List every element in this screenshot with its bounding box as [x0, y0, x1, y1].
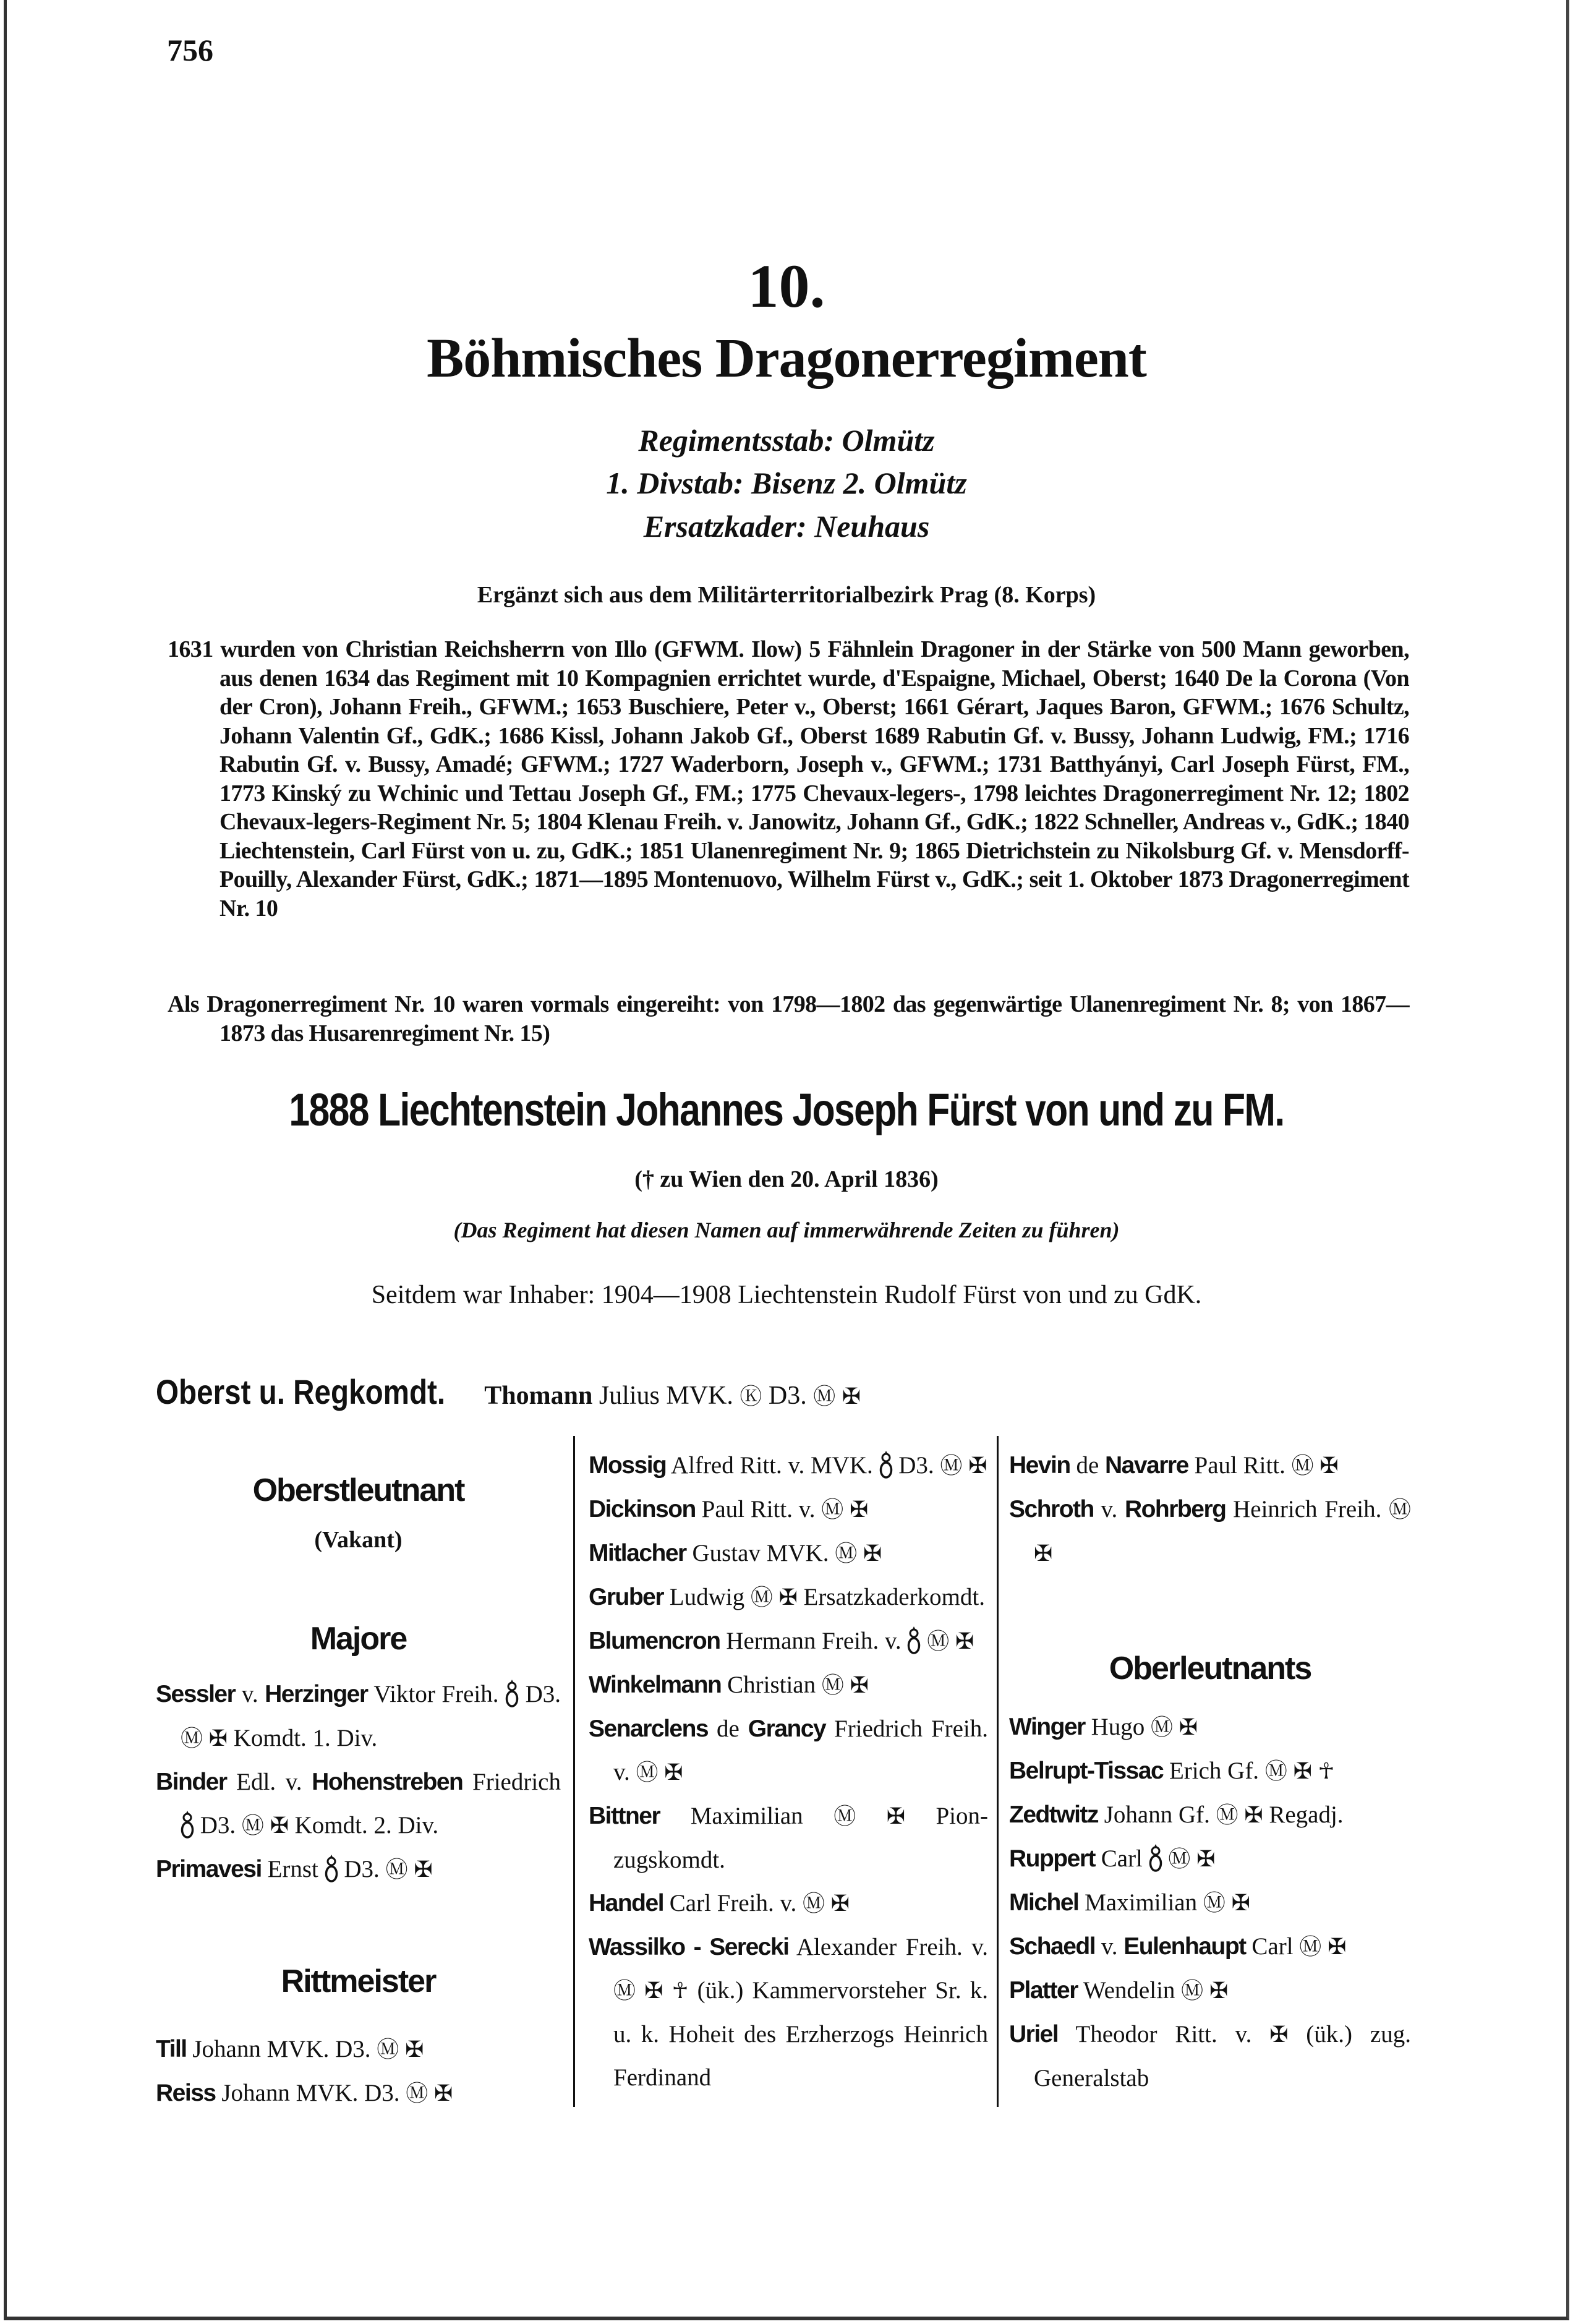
rank-heading: Oberstleutnant — [252, 1472, 464, 1508]
officer-entry — [589, 1882, 988, 1926]
officer-surname: Herzinger — [265, 1681, 368, 1707]
jubilee-medal-icon — [907, 1620, 921, 1664]
officer-surname: Belrupt-Tissac — [1009, 1758, 1164, 1784]
military-service-cross-icon: ✠ — [1328, 1934, 1347, 1960]
entry-text — [1203, 1977, 1209, 2004]
military-service-cross-icon: ✠ — [1269, 2022, 1289, 2048]
officer-surname: Dickinson — [589, 1496, 696, 1523]
military-service-cross-icon: ✠ — [886, 1804, 905, 1829]
rank-heading: Majore — [310, 1621, 407, 1657]
entry-text: Paul Ritt. — [1188, 1452, 1292, 1479]
officer-surname: Navarre — [1105, 1452, 1188, 1479]
entry-text: Ernst — [261, 1856, 325, 1882]
entry-text — [203, 1725, 209, 1751]
entry-text: Hugo — [1085, 1714, 1151, 1740]
entry-text — [825, 1890, 831, 1916]
military-merit-medal-icon: Ⓜ — [406, 2081, 428, 2106]
former-owner-note: Seitdem war Inhaber: 1904—1908 Liechtenstein Rudolf Fürst von und zu GdK. — [371, 1281, 1202, 1309]
officer-entry — [589, 1664, 988, 1707]
entry-text: D3. — [892, 1452, 940, 1479]
entry-text: v. — [1095, 1933, 1124, 1960]
officer-surname: Schroth — [1009, 1496, 1094, 1523]
officer-surname: Eulenhaupt — [1123, 1933, 1246, 1960]
military-service-cross-icon: ✠ — [1231, 1890, 1250, 1916]
military-merit-medal-icon: Ⓜ — [1264, 1759, 1287, 1784]
military-service-cross-icon: ✠ — [863, 1541, 882, 1566]
page-number: 756 — [167, 33, 213, 67]
entry-text — [408, 1856, 414, 1882]
officer-surname: Handel — [589, 1890, 664, 1916]
officer-surname: Hevin — [1009, 1452, 1070, 1479]
entry-text — [949, 1628, 955, 1654]
military-merit-medal-icon: Ⓜ — [750, 1585, 773, 1610]
entry-text: Paul Ritt. v. — [695, 1496, 822, 1523]
military-service-cross-icon: ✠ — [1179, 1715, 1198, 1740]
entry-text: (ük.) zug. Generalstab — [1034, 2021, 1411, 2091]
entry-text — [844, 1672, 850, 1698]
military-service-cross-icon: ✠ — [1244, 1803, 1263, 1828]
rank-heading: Oberleutnants — [1109, 1651, 1311, 1686]
entry-text: Gustav MVK. — [686, 1540, 835, 1566]
chamberlain-key-icon: ☥ — [671, 1978, 689, 2004]
entry-text: D3. — [762, 1382, 814, 1410]
entry-text: Johann Gf. — [1098, 1801, 1216, 1828]
war-decoration-icon: Ⓚ — [740, 1384, 762, 1409]
military-service-cross-icon: ✠ — [405, 2037, 424, 2062]
entry-text: v. — [235, 1681, 265, 1707]
commander-line — [156, 1372, 861, 1412]
officer-surname: Wassilko - Serecki — [589, 1934, 789, 1960]
military-merit-medal-icon: Ⓜ — [241, 1813, 264, 1839]
entry-text: Johann MVK. D3. — [186, 2036, 377, 2062]
military-merit-medal-icon: Ⓜ — [1203, 1890, 1226, 1916]
military-service-cross-icon: ✠ — [414, 1857, 433, 1882]
entry-text — [663, 1977, 671, 2004]
entry-text: Maximilian — [660, 1803, 834, 1829]
regimentsstab: Regimentsstab: Olmütz — [638, 423, 935, 458]
officer-entry — [1009, 1969, 1411, 2013]
entry-text: Carl Freih. v. — [663, 1890, 803, 1916]
entry-text: Friedrich Freih. v. — [613, 1715, 988, 1785]
entry-text: Friedrich — [463, 1769, 561, 1795]
officer-column-2 — [589, 1444, 988, 2100]
officer-entry — [589, 1620, 988, 1664]
officer-entry — [589, 1488, 988, 1532]
entry-text — [1190, 1845, 1196, 1872]
entry-text — [1321, 1933, 1328, 1960]
section-number: 10. — [748, 252, 825, 320]
officer-surname: Platter — [1009, 1977, 1078, 2004]
jubilee-medal-icon — [1149, 1838, 1162, 1881]
entry-text: Alfred Ritt. v. MVK. — [666, 1452, 879, 1479]
entry-text: Erich Gf. — [1163, 1758, 1265, 1784]
entry-text: Heinrich Freih. — [1226, 1496, 1389, 1523]
entry-text — [399, 2036, 405, 2062]
officer-surname: Zedtwitz — [1009, 1801, 1098, 1828]
entry-text: Alexander Freih. v. — [788, 1934, 988, 1960]
officer-surname: Sessler — [156, 1681, 236, 1707]
officer-surname: Winger — [1009, 1714, 1085, 1740]
officer-entry — [589, 1532, 988, 1576]
military-merit-medal-icon: Ⓜ — [833, 1804, 856, 1829]
officer-surname: Binder — [156, 1769, 227, 1795]
officer-entry — [589, 1707, 988, 1795]
death-note: († zu Wien den 20. April 1836) — [634, 1166, 939, 1192]
entry-text: de — [708, 1715, 748, 1742]
military-service-cross-icon: ✠ — [955, 1629, 974, 1654]
military-service-cross-icon: ✠ — [1196, 1847, 1216, 1872]
officer-entry — [1009, 2013, 1411, 2100]
military-merit-medal-icon: Ⓜ — [927, 1629, 950, 1654]
officer-surname: Primavesi — [156, 1856, 262, 1882]
military-service-cross-icon: ✠ — [1034, 1541, 1053, 1566]
entry-text — [428, 2080, 434, 2106]
officer-surname: Till — [156, 2036, 187, 2062]
officer-entry — [1009, 1837, 1411, 1881]
officer-entry — [1009, 1488, 1411, 1576]
entry-text: Viktor Freih. — [367, 1681, 506, 1707]
officer-entry — [156, 1761, 561, 1848]
officer-surname: Thomann — [484, 1382, 593, 1410]
history-note: Als Dragonerregiment Nr. 10 waren vormals eingereiht: von 1798—1802 das gegenwärtige Ulanenregiment Nr. 8; von 1867—1873 das Husarenregiment Nr. 15) — [168, 991, 1409, 1046]
entry-text — [835, 1382, 842, 1410]
officer-surname: Uriel — [1009, 2021, 1059, 2048]
military-merit-medal-icon: Ⓜ — [1151, 1715, 1174, 1740]
officer-surname: Blumencron — [589, 1628, 720, 1654]
entry-text: Carl — [1095, 1845, 1149, 1872]
military-service-cross-icon: ✠ — [1319, 1453, 1339, 1479]
jubilee-medal-icon — [181, 1805, 194, 1848]
column-divider — [997, 1436, 999, 2107]
entry-text — [1287, 1758, 1294, 1784]
officer-entry — [589, 1444, 988, 1488]
entry-text — [857, 1540, 863, 1566]
entry-text — [856, 1803, 887, 1829]
officer-entry — [1009, 1444, 1411, 1488]
military-merit-medal-icon: Ⓜ — [377, 2037, 399, 2062]
regiment-owner-heading: 1888 Liechtenstein Johannes Joseph Fürst von und zu FM. — [289, 1084, 1284, 1135]
jubilee-medal-icon — [505, 1673, 519, 1717]
entry-text: Ersatzkaderkomdt. — [797, 1584, 986, 1610]
officer-surname: Gruber — [589, 1584, 664, 1610]
jubilee-medal-icon — [879, 1445, 893, 1488]
entry-text — [773, 1584, 779, 1610]
entry-text — [1226, 1889, 1232, 1916]
entry-text: Komdt. 1. Div. — [227, 1725, 378, 1751]
officer-entry — [1009, 1706, 1411, 1749]
officer-entry — [1009, 1749, 1411, 1793]
military-service-cross-icon: ✠ — [968, 1453, 987, 1479]
military-merit-medal-icon: Ⓜ — [835, 1541, 858, 1566]
entry-text — [1238, 1801, 1245, 1828]
ersatzkader: Ersatzkader: Neuhaus — [643, 509, 930, 544]
entry-text: Theodor Ritt. v. — [1058, 2021, 1270, 2048]
military-merit-medal-icon: Ⓜ — [1181, 1978, 1204, 2004]
officer-surname: Mitlacher — [589, 1540, 686, 1566]
officer-surname: Winkelmann — [589, 1672, 722, 1698]
officer-entry — [156, 2072, 561, 2116]
jubilee-medal-icon — [325, 1848, 338, 1892]
entry-text: Johann MVK. D3. — [215, 2080, 406, 2106]
military-service-cross-icon: ✠ — [842, 1384, 861, 1409]
military-merit-medal-icon: Ⓜ — [385, 1857, 408, 1882]
entry-text: Ludwig — [663, 1584, 751, 1610]
entry-text — [264, 1812, 270, 1839]
military-merit-medal-icon: Ⓜ — [636, 1760, 659, 1785]
chamberlain-key-icon: ☥ — [1318, 1759, 1335, 1784]
divstab: 1. Divstab: Bisenz 2. Olmütz — [606, 466, 967, 500]
regiment-title: Böhmisches Dragonerregiment — [427, 328, 1146, 389]
history-paragraph: 1631 wurden von Christian Reichsherrn von Illo (GFWM. Ilow) 5 Fähnlein Dragoner in der Stärke von 500 Mann geworben, aus denen 1634 das Regiment mit 10 Kompagnien errichtet wurde, d'Espaigne, Michael, Oberst; 1640 De la Corona (Von der Cron), Johann Freih., GFWM.; 1653 Buschiere, Peter v., Oberst; 1661 Gérart, Jaques Baron, GFWM.; 1676 Schultz, Johann Valentin Gf., GdK.; 1686 Kissl, Johann Jakob Gf., Oberst 1689 Rabutin Gf. v. Bussy, Johann Ludwig, FM.; 1716 Rabutin Gf. v. Bussy, Amadé; GFWM.; 1727 Waderborn, Joseph v., GFWM.; 1731 Batthyányi, Carl Joseph Fürst, FM., 1773 Kinský zu Wchinic und Tettau Joseph Gf., FM.; 1775 Chevaux-legers-, 1798 leichtes Dragonerregiment Nr. 12; 1802 Chevaux-legers-Regiment Nr. 5; 1804 Klenau Freih. v. Janowitz, Johann Gf., GdK.; 1822 Schneller, Andreas v., GdK.; 1840 Liechtenstein, Carl Fürst von u. zu, GdK.; 1851 Ulanenregiment Nr. 9; 1865 Dietrichstein zu Nikolsburg Gf. v. Mensdorff-Pouilly, Alexander Fürst, GdK.; 1871—1895 Montenuovo, Wilhelm Fürst v., GdK.; seit 1. Oktober 1873 Dragonerregiment Nr. 10 — [168, 636, 1409, 921]
entry-text: D3. — [519, 1681, 561, 1707]
entry-text — [658, 1759, 664, 1785]
officer-column-3 — [1009, 1444, 1411, 2100]
officer-surname: Michel — [1009, 1889, 1079, 1916]
officer-entry — [589, 1926, 988, 2100]
entry-text — [636, 1977, 644, 2004]
entry-text: D3. — [194, 1812, 242, 1839]
military-service-cross-icon: ✠ — [644, 1978, 663, 2004]
military-merit-medal-icon: Ⓜ — [940, 1453, 963, 1479]
military-service-cross-icon: ✠ — [778, 1585, 798, 1610]
entry-text — [962, 1452, 968, 1479]
military-service-cross-icon: ✠ — [208, 1726, 228, 1751]
officer-surname: Hohenstreben — [312, 1769, 463, 1795]
recruitment-district: Ergänzt sich aus dem Militärterritorialbezirk Prag (8. Korps) — [477, 582, 1096, 608]
officer-entry — [1009, 1793, 1411, 1837]
entry-text — [921, 1628, 927, 1654]
military-service-cross-icon: ✠ — [434, 2081, 453, 2106]
entry-text — [843, 1496, 850, 1523]
officer-surname: Reiss — [156, 2080, 216, 2106]
military-merit-medal-icon: Ⓜ — [1291, 1453, 1314, 1479]
perpetual-name-note: (Das Regiment hat diesen Namen auf immerwährende Zeiten zu führen) — [453, 1218, 1120, 1242]
commander-rank: Oberst u. Regkomdt. — [156, 1372, 446, 1411]
entry-text: (ük.) Kammervorsteher Sr. k. u. k. Hoheit des Erzherzogs Heinrich Ferdinand — [613, 1977, 989, 2091]
officer-column-1 — [156, 1444, 561, 2116]
officer-entry — [156, 2028, 561, 2072]
entry-text: Wendelin — [1077, 1977, 1182, 2004]
military-service-cross-icon: ✠ — [849, 1497, 869, 1523]
entry-text — [1162, 1845, 1169, 1872]
officer-entry — [589, 1576, 988, 1620]
military-merit-medal-icon: Ⓜ — [613, 1978, 636, 2004]
officer-surname: Bittner — [589, 1803, 660, 1829]
officer-entry — [1009, 1881, 1411, 1925]
entry-text — [1312, 1758, 1318, 1784]
entry-text: Christian — [721, 1672, 822, 1698]
military-merit-medal-icon: Ⓜ — [821, 1673, 844, 1698]
military-merit-medal-icon: Ⓜ — [821, 1497, 844, 1523]
entry-text: de — [1070, 1452, 1106, 1479]
entry-text: Regadj. — [1263, 1801, 1344, 1828]
military-service-cross-icon: ✠ — [850, 1673, 869, 1698]
entry-text: Edl. v. — [226, 1769, 312, 1795]
military-service-cross-icon: ✠ — [664, 1760, 683, 1785]
officer-surname: Grancy — [748, 1715, 826, 1742]
rank-heading: Rittmeister — [281, 1963, 436, 1999]
military-service-cross-icon: ✠ — [830, 1891, 850, 1916]
officer-surname: Mossig — [589, 1452, 667, 1479]
entry-text: Carl — [1245, 1933, 1300, 1960]
column-divider — [573, 1436, 575, 2107]
military-service-cross-icon: ✠ — [1209, 1978, 1229, 2004]
officer-entry — [156, 1673, 561, 1761]
entry-text: D3. — [338, 1856, 386, 1882]
entry-text — [1173, 1714, 1179, 1740]
commander-entry — [484, 1382, 861, 1410]
military-service-cross-icon: ✠ — [1293, 1759, 1312, 1784]
military-merit-medal-icon: Ⓜ — [802, 1891, 825, 1916]
entry-text: Julius MVK. — [592, 1382, 740, 1410]
officer-entry — [156, 1848, 561, 1892]
military-merit-medal-icon: Ⓜ — [1389, 1497, 1412, 1523]
military-merit-medal-icon: Ⓜ — [181, 1726, 203, 1751]
officer-surname: Rohrberg — [1124, 1496, 1226, 1523]
officer-entry — [1009, 1925, 1411, 1969]
entry-text: Maximilian — [1078, 1889, 1203, 1916]
officer-surname: Schaedl — [1009, 1933, 1096, 1960]
military-service-cross-icon: ✠ — [270, 1813, 289, 1839]
entry-text — [1314, 1452, 1320, 1479]
officer-surname: Senarclens — [589, 1715, 709, 1742]
military-merit-medal-icon: Ⓜ — [1299, 1934, 1322, 1960]
military-merit-medal-icon: Ⓜ — [813, 1384, 836, 1409]
vacancy-note: (Vakant) — [314, 1527, 403, 1553]
entry-text: v. — [1093, 1496, 1125, 1523]
entry-text: Komdt. 2. Div. — [288, 1812, 439, 1839]
entry-text: Pionzugskomdt. — [613, 1803, 988, 1873]
officer-entry — [589, 1795, 988, 1882]
military-merit-medal-icon: Ⓜ — [1216, 1803, 1238, 1828]
military-merit-medal-icon: Ⓜ — [1168, 1847, 1191, 1872]
entry-text: Hermann Freih. v. — [720, 1628, 908, 1654]
officer-surname: Ruppert — [1009, 1845, 1095, 1872]
